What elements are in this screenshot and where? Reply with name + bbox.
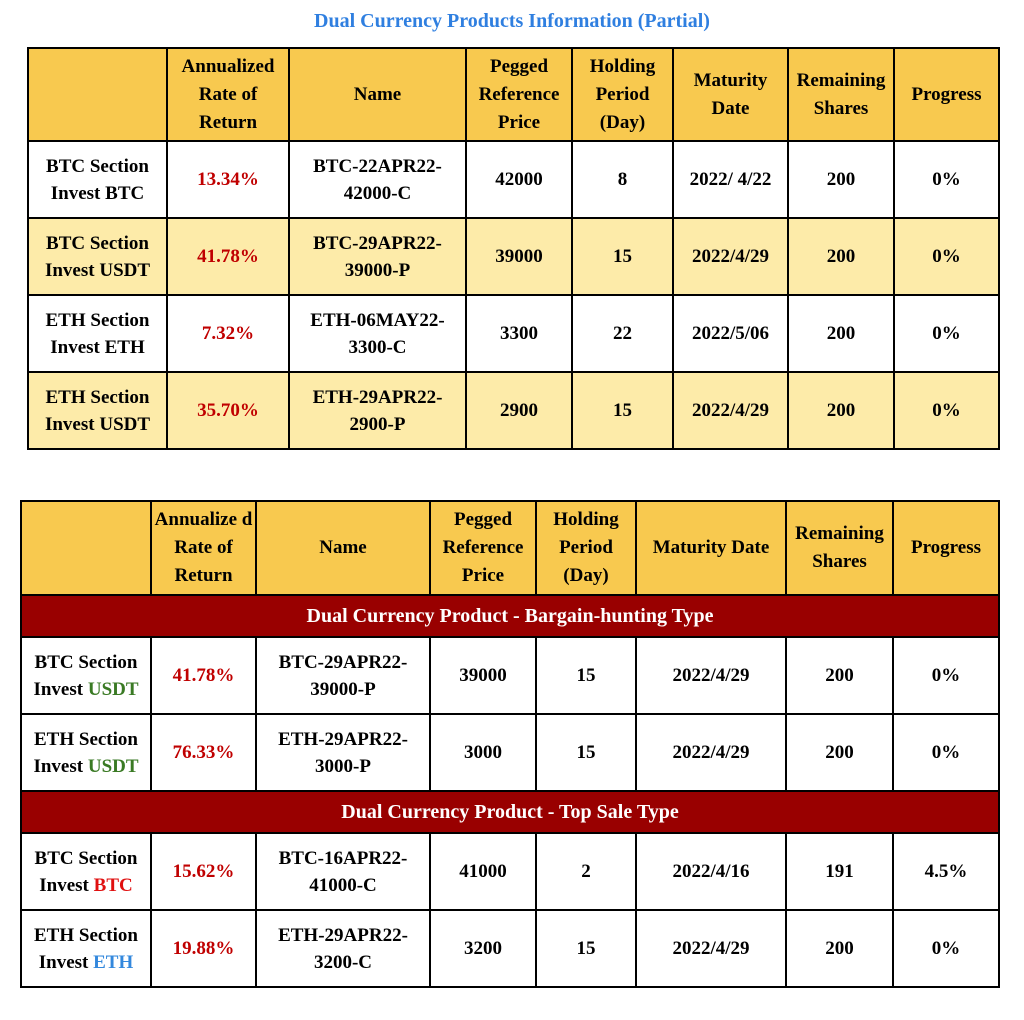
product-name-line2: 3200-C bbox=[313, 951, 373, 973]
progress-cell: 4.5% bbox=[893, 833, 999, 910]
header-cell-price: Pegged Reference Price bbox=[430, 501, 536, 595]
maturity-cell: 2022/4/29 bbox=[673, 372, 788, 449]
invest-coin: USDT bbox=[87, 755, 139, 777]
invest-prefix: Invest bbox=[50, 336, 100, 358]
rate-cell: 41.78% bbox=[151, 637, 256, 714]
product-name-cell bbox=[256, 910, 430, 987]
period-cell: 15 bbox=[536, 714, 636, 791]
table-row bbox=[21, 714, 999, 791]
price-cell: 3000 bbox=[430, 714, 536, 791]
period-cell: 2 bbox=[536, 833, 636, 910]
price-cell: 39000 bbox=[466, 218, 572, 295]
invest-coin: BTC bbox=[105, 182, 145, 204]
maturity-cell: 2022/4/29 bbox=[673, 218, 788, 295]
typed-products-table bbox=[20, 500, 1000, 988]
section-label: ETH Section bbox=[45, 309, 150, 331]
price-cell: 41000 bbox=[430, 833, 536, 910]
maturity-cell: 2022/4/16 bbox=[636, 833, 786, 910]
shares-cell: 200 bbox=[788, 372, 894, 449]
table-row bbox=[28, 372, 999, 449]
product-name-line1: BTC-29APR22- bbox=[313, 232, 442, 254]
header-cell-name: Name bbox=[256, 501, 430, 595]
table-row bbox=[21, 910, 999, 987]
rate-cell: 41.78% bbox=[167, 218, 289, 295]
invest-coin: ETH bbox=[93, 951, 134, 973]
shares-cell: 200 bbox=[788, 218, 894, 295]
period-cell: 22 bbox=[572, 295, 673, 372]
price-cell: 42000 bbox=[466, 141, 572, 218]
product-label-cell bbox=[28, 372, 167, 449]
rate-cell: 13.34% bbox=[167, 141, 289, 218]
section-header-row bbox=[21, 791, 999, 833]
invest-prefix: Invest bbox=[50, 182, 101, 204]
shares-cell: 200 bbox=[788, 141, 894, 218]
product-label-cell bbox=[21, 910, 151, 987]
section-label: ETH Section bbox=[34, 728, 138, 750]
progress-cell: 0% bbox=[894, 372, 999, 449]
product-name-line1: BTC-22APR22- bbox=[313, 155, 442, 177]
product-name-line1: ETH-29APR22- bbox=[312, 386, 443, 408]
invest-prefix: Invest bbox=[38, 951, 89, 973]
product-label-cell bbox=[28, 141, 167, 218]
shares-cell: 200 bbox=[788, 295, 894, 372]
invest-coin: USDT bbox=[87, 678, 139, 700]
product-name-line2: 39000-P bbox=[310, 678, 376, 700]
rate-cell: 35.70% bbox=[167, 372, 289, 449]
header-cell-period: Holding Period (Day) bbox=[536, 501, 636, 595]
section-title: Dual Currency Product - Bargain-hunting Type bbox=[21, 595, 999, 637]
rate-cell: 15.62% bbox=[151, 833, 256, 910]
header-cell-rate: Annualize d Rate of Return bbox=[151, 501, 256, 595]
product-name-line1: ETH-29APR22- bbox=[278, 728, 408, 750]
table-header-row bbox=[21, 501, 999, 595]
period-cell: 15 bbox=[572, 218, 673, 295]
section-label: BTC Section bbox=[46, 155, 149, 177]
product-label-cell bbox=[21, 714, 151, 791]
progress-cell: 0% bbox=[894, 141, 999, 218]
period-cell: 15 bbox=[572, 372, 673, 449]
shares-cell: 200 bbox=[786, 714, 893, 791]
section-header-row bbox=[21, 595, 999, 637]
progress-cell: 0% bbox=[894, 218, 999, 295]
product-name-cell bbox=[256, 637, 430, 714]
products-table bbox=[27, 47, 1000, 450]
product-name-line1: ETH-06MAY22- bbox=[310, 309, 445, 331]
product-name-line2: 42000-C bbox=[343, 182, 412, 204]
product-label-cell bbox=[28, 218, 167, 295]
progress-cell: 0% bbox=[894, 295, 999, 372]
header-cell-rate: Annualized Rate of Return bbox=[167, 48, 289, 141]
maturity-cell: 2022/ 4/22 bbox=[673, 141, 788, 218]
product-label-cell bbox=[21, 637, 151, 714]
header-cell-maturity: Maturity Date bbox=[673, 48, 788, 141]
price-cell: 3200 bbox=[430, 910, 536, 987]
header-cell-maturity: Maturity Date bbox=[636, 501, 786, 595]
header-cell-period: Holding Period (Day) bbox=[572, 48, 673, 141]
product-name-line2: 39000-P bbox=[344, 259, 411, 281]
period-cell: 8 bbox=[572, 141, 673, 218]
header-cell-name: Name bbox=[289, 48, 466, 141]
maturity-cell: 2022/4/29 bbox=[636, 910, 786, 987]
period-cell: 15 bbox=[536, 910, 636, 987]
price-cell: 3300 bbox=[466, 295, 572, 372]
product-name-line1: BTC-29APR22- bbox=[278, 651, 408, 673]
maturity-cell: 2022/4/29 bbox=[636, 714, 786, 791]
product-name-cell bbox=[289, 218, 466, 295]
invest-prefix: Invest bbox=[33, 755, 84, 777]
product-name-line2: 2900-P bbox=[349, 413, 406, 435]
header-cell-shares: Remaining Shares bbox=[786, 501, 893, 595]
maturity-cell: 2022/4/29 bbox=[636, 637, 786, 714]
header-cell-progress: Progress bbox=[894, 48, 999, 141]
invest-prefix: Invest bbox=[44, 413, 95, 435]
section-label: ETH Section bbox=[45, 386, 150, 408]
invest-coin: ETH bbox=[104, 336, 145, 358]
progress-cell: 0% bbox=[893, 714, 999, 791]
invest-coin: USDT bbox=[99, 413, 151, 435]
progress-cell: 0% bbox=[893, 637, 999, 714]
price-cell: 39000 bbox=[430, 637, 536, 714]
product-name-cell bbox=[289, 141, 466, 218]
progress-cell: 0% bbox=[893, 910, 999, 987]
product-name-line2: 3000-P bbox=[315, 755, 371, 777]
product-label-cell bbox=[28, 295, 167, 372]
table-row bbox=[28, 295, 999, 372]
product-name-cell bbox=[289, 372, 466, 449]
product-name-cell bbox=[256, 714, 430, 791]
header-cell-shares: Remaining Shares bbox=[788, 48, 894, 141]
table-row bbox=[28, 141, 999, 218]
price-cell: 2900 bbox=[466, 372, 572, 449]
product-name-cell bbox=[289, 295, 466, 372]
shares-cell: 200 bbox=[786, 910, 893, 987]
section-label: ETH Section bbox=[34, 924, 138, 946]
shares-cell: 191 bbox=[786, 833, 893, 910]
table-row bbox=[21, 637, 999, 714]
page-title: Dual Currency Products Information (Partial) bbox=[314, 10, 710, 32]
table-row bbox=[21, 833, 999, 910]
invest-prefix: Invest bbox=[39, 874, 89, 896]
invest-coin: USDT bbox=[99, 259, 151, 281]
product-name-cell bbox=[256, 833, 430, 910]
section-label: BTC Section bbox=[46, 232, 149, 254]
table-row bbox=[28, 218, 999, 295]
shares-cell: 200 bbox=[786, 637, 893, 714]
section-label: BTC Section bbox=[34, 651, 138, 673]
table-header-row bbox=[28, 48, 999, 141]
header-cell-price: Pegged Reference Price bbox=[466, 48, 572, 141]
rate-cell: 19.88% bbox=[151, 910, 256, 987]
product-label-cell bbox=[21, 833, 151, 910]
product-name-line1: BTC-16APR22- bbox=[278, 847, 408, 869]
header-cell-progress: Progress bbox=[893, 501, 999, 595]
invest-coin: BTC bbox=[93, 874, 133, 896]
section-title: Dual Currency Product - Top Sale Type bbox=[21, 791, 999, 833]
maturity-cell: 2022/5/06 bbox=[673, 295, 788, 372]
product-name-line2: 41000-C bbox=[309, 874, 377, 896]
product-name-line1: ETH-29APR22- bbox=[278, 924, 408, 946]
invest-prefix: Invest bbox=[33, 678, 84, 700]
period-cell: 15 bbox=[536, 637, 636, 714]
header-cell-blank bbox=[21, 501, 151, 595]
rate-cell: 7.32% bbox=[167, 295, 289, 372]
product-name-line2: 3300-C bbox=[348, 336, 407, 358]
section-label: BTC Section bbox=[34, 847, 138, 869]
rate-cell: 76.33% bbox=[151, 714, 256, 791]
header-cell-blank bbox=[28, 48, 167, 141]
invest-prefix: Invest bbox=[44, 259, 95, 281]
